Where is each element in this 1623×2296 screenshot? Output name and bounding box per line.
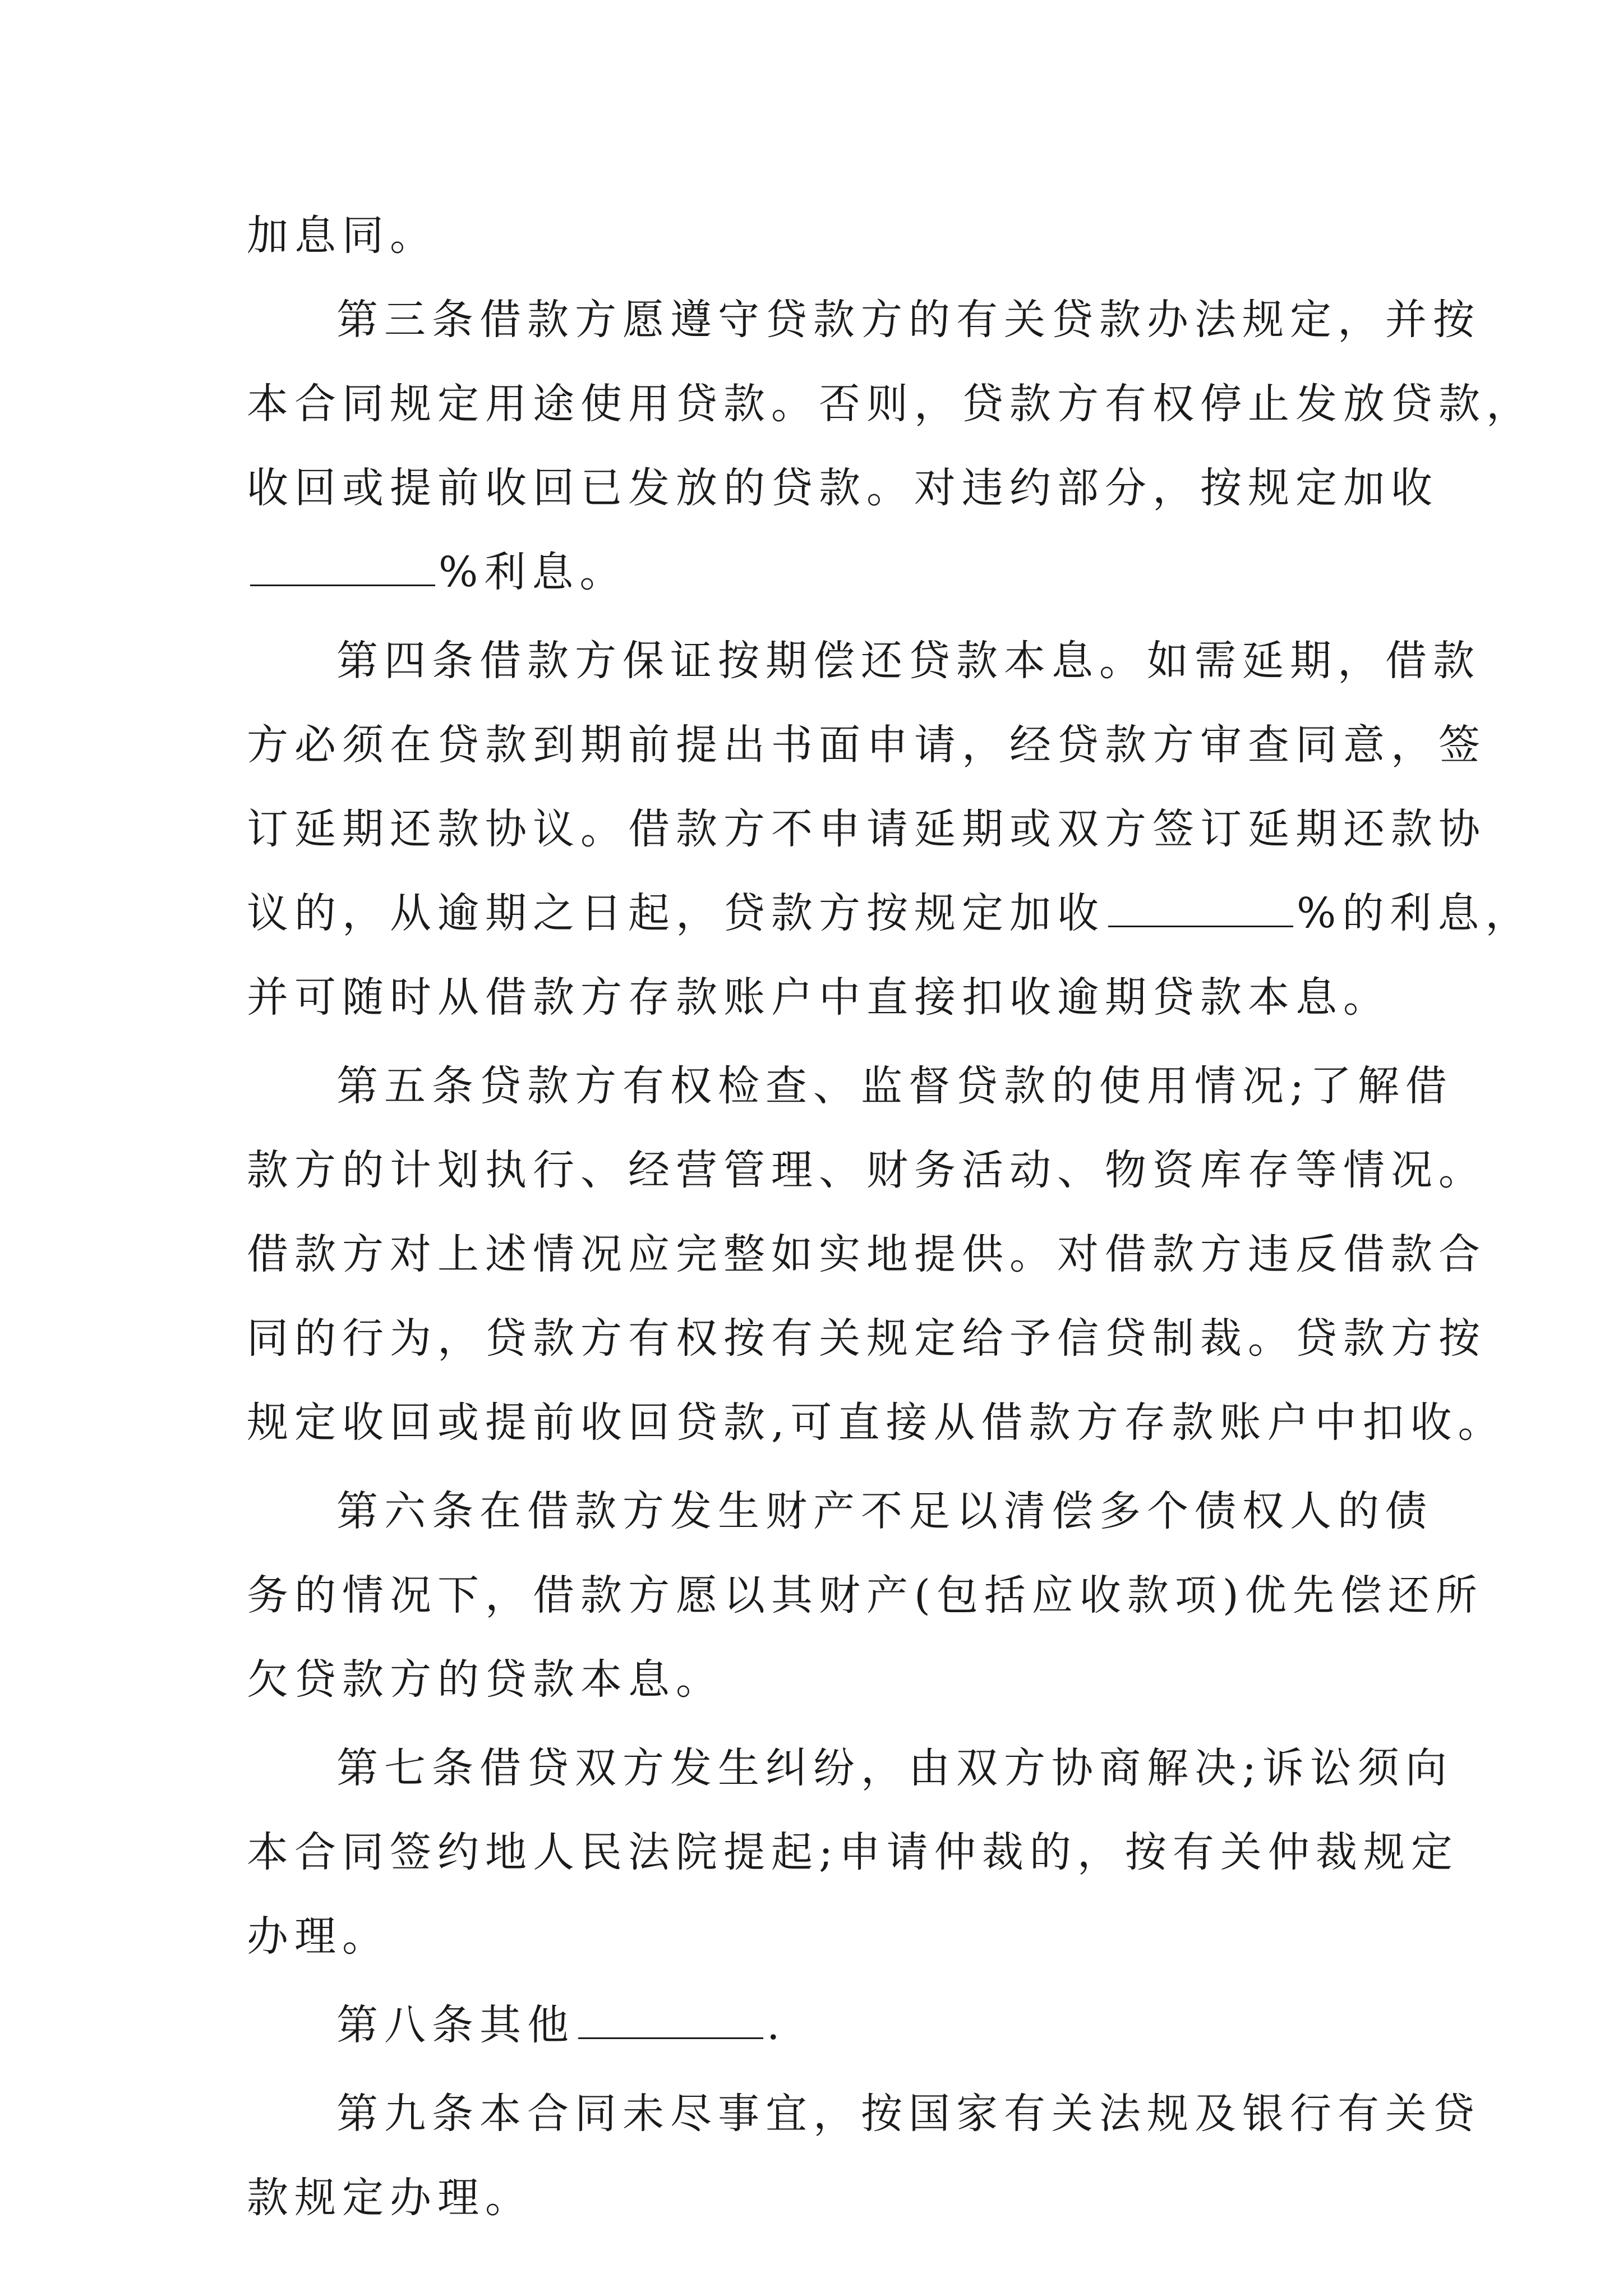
text-segment: %的利息， xyxy=(1297,889,1533,937)
text-segment: 议的，从逾期之日起，贷款方按规定加收 xyxy=(247,889,1105,937)
article-5-line: 第五条贷款方有权检查、监督贷款的使用情况;了解借 xyxy=(336,1062,1453,1110)
text-line: 借款方对上述情况应完整如实地提供。对借款方违反借款合 xyxy=(247,1230,1486,1278)
fill-in-blank xyxy=(250,545,435,586)
text-line xyxy=(247,874,1533,953)
text-line: 同的行为，贷款方有权按有关规定给予信贷制裁。贷款方按 xyxy=(247,1314,1486,1363)
text-segment: . xyxy=(767,2001,786,2049)
text-line: 方必须在贷款到期前提出书面申请，经贷款方审查同意，签 xyxy=(247,721,1486,769)
text-line xyxy=(247,533,1380,611)
text-line: 款方的计划执行、经营管理、财务活动、物资库存等情况。 xyxy=(247,1146,1486,1194)
article-4-line: 第四条借款方保证按期偿还贷款本息。如需延期，借款 xyxy=(336,637,1481,685)
text-line: 欠贷款方的贷款本息。 xyxy=(247,1655,723,1704)
text-segment: 第八条其他 xyxy=(336,2001,575,2049)
text-line: 加息同。 xyxy=(247,211,437,260)
text-line: 规定收回或提前收回贷款,可直接从借款方存款账户中扣收。 xyxy=(247,1398,1506,1447)
article-8-line xyxy=(336,1986,1380,2064)
text-line: 务的情况下，借款方愿以其财产(包括应收款项)优先偿还所 xyxy=(247,1571,1483,1619)
article-6-line: 第六条在借款方发生财产不足以清偿多个债权人的债 xyxy=(336,1487,1433,1535)
text-line: 订延期还款协议。借款方不申请延期或双方签订延期还款协 xyxy=(247,805,1486,853)
text-line: 款规定办理。 xyxy=(247,2174,533,2222)
text-line: 本合同签约地人民法院提起;申请仲裁的，按有关仲裁规定 xyxy=(247,1828,1459,1876)
text-line: 本合同规定用途使用贷款。否则，贷款方有权停止发放贷款， xyxy=(247,380,1534,428)
text-line: 办理。 xyxy=(247,1912,390,1961)
fill-in-blank xyxy=(1108,886,1293,927)
article-3-line: 第三条借款方愿遵守贷款方的有关贷款办法规定，并按 xyxy=(336,296,1481,344)
text-segment: %利息。 xyxy=(439,548,628,596)
text-line: 并可随时从借款方存款账户中直接扣收逾期贷款本息。 xyxy=(247,973,1391,1022)
text-line: 收回或提前收回已发放的贷款。对违约部分，按规定加收 xyxy=(247,464,1438,512)
article-9-line: 第九条本合同未尽事宜，按国家有关法规及银行有关贷 xyxy=(336,2090,1481,2138)
fill-in-blank xyxy=(578,1998,763,2039)
article-7-line: 第七条借贷双方发生纠纷，由双方协商解决;诉讼须向 xyxy=(336,1744,1453,1792)
